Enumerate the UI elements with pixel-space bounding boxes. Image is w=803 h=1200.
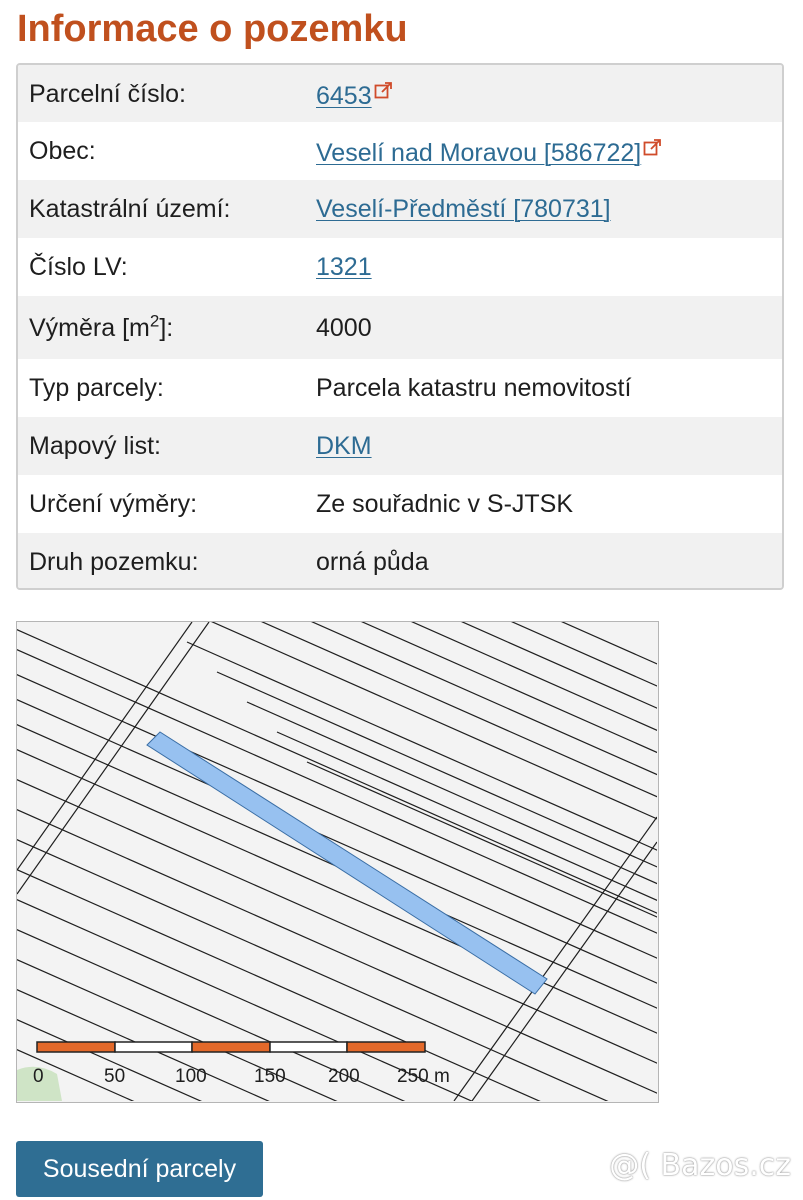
area-determination-value: Ze souřadnic v S-JTSK <box>316 490 574 518</box>
row-map-sheet <box>18 417 782 475</box>
row-ownership-sheet <box>18 238 782 296</box>
scale-label: 0 <box>33 1066 44 1087</box>
external-link-icon[interactable] <box>643 134 662 164</box>
external-link-icon[interactable] <box>374 77 393 107</box>
row-label: Druh pozemku: <box>29 547 199 576</box>
row-parcel-number <box>18 65 782 122</box>
selected-parcel <box>147 732 547 994</box>
row-land-type <box>18 533 782 590</box>
row-label: Mapový list: <box>29 432 161 460</box>
row-label: Parcelní číslo: <box>29 79 187 108</box>
parcel-info-table <box>16 63 784 590</box>
scale-label: 250 m <box>397 1066 450 1087</box>
area-value: 4000 <box>316 313 372 342</box>
parcel-type-value: Parcela katastru nemovitostí <box>316 374 632 402</box>
scale-bar <box>37 1042 425 1052</box>
scale-label: 150 <box>254 1066 286 1087</box>
row-label: Obec: <box>29 137 96 165</box>
row-cadastral-area <box>18 180 782 238</box>
scale-label: 200 <box>328 1066 360 1087</box>
row-area <box>18 296 782 359</box>
parcel-number-link[interactable]: 6453 <box>316 81 372 110</box>
row-label: Určení výměry: <box>29 490 198 518</box>
row-label: Katastrální území: <box>29 195 231 223</box>
scale-label: 100 <box>175 1066 207 1087</box>
cadastral-area-link[interactable]: Veselí-Předměstí [780731] <box>316 195 611 223</box>
cadastral-map-drawing <box>17 622 657 1101</box>
neighboring-parcels-button[interactable]: Sousední parcely <box>16 1141 263 1197</box>
ownership-sheet-link[interactable]: 1321 <box>316 253 372 281</box>
scale-label: 50 <box>104 1066 126 1087</box>
row-municipality <box>18 122 782 180</box>
row-label: Číslo LV: <box>29 253 128 281</box>
row-label: Typ parcely: <box>29 374 164 402</box>
row-parcel-type <box>18 359 782 417</box>
bazos-watermark: @( Bazos.cz <box>609 1148 791 1183</box>
parcel-map[interactable] <box>16 621 659 1103</box>
row-label: Výměra $[m^2]$: <box>29 311 174 342</box>
map-sheet-link[interactable]: DKM <box>316 432 372 460</box>
land-type-value: orná půda <box>316 547 429 576</box>
page-title: Informace o pozemku <box>17 8 408 50</box>
row-area-determination <box>18 475 782 533</box>
municipality-link[interactable]: Veselí nad Moravou [586722] <box>316 139 642 167</box>
